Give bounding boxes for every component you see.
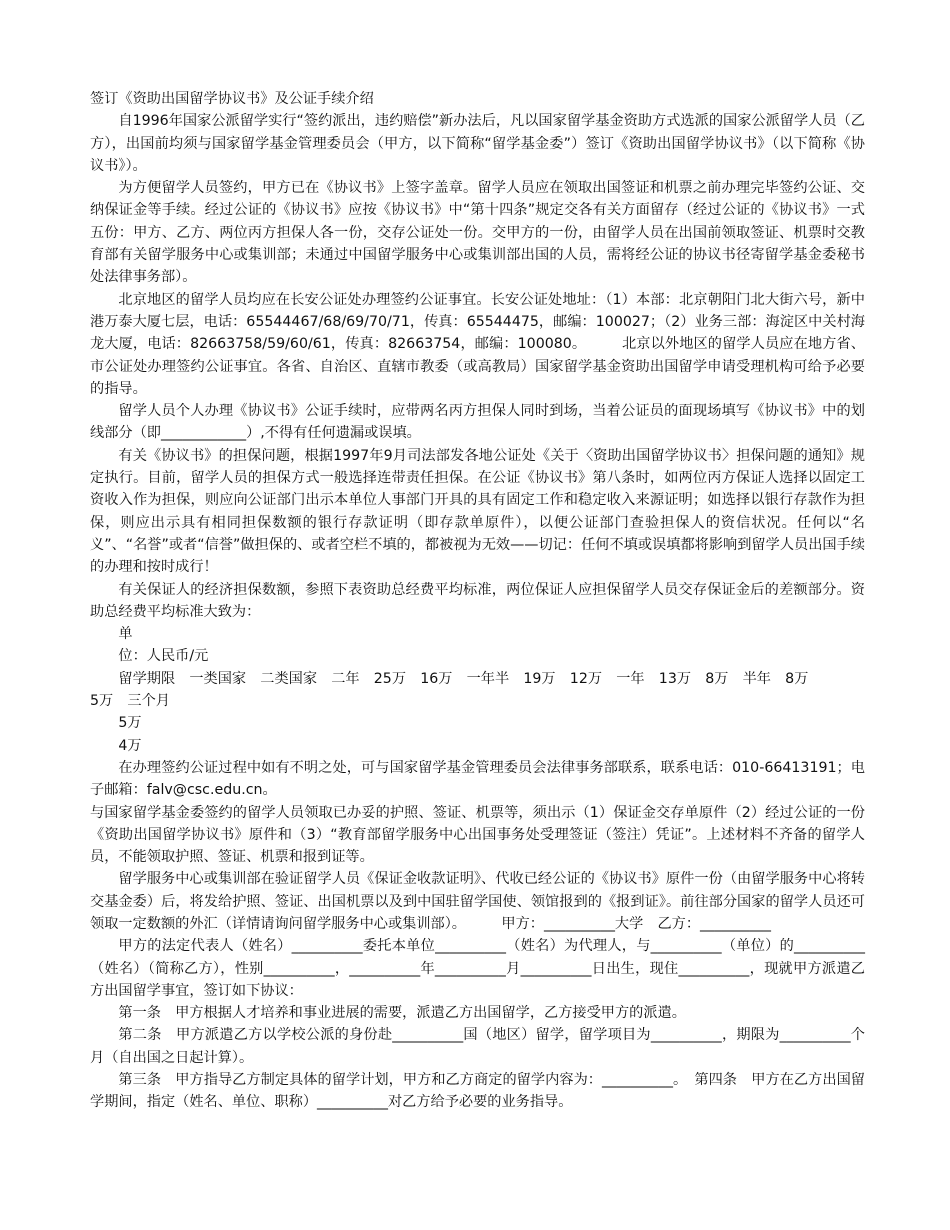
article-3-4: 第三条 甲方指导乙方制定具体的留学计划，甲方和乙方商定的留学内容为：__________。 第四条 甲方在乙方出国留学期间，指定（姓名、单位、职称）__________对乙方给予必要的业务指导。 bbox=[90, 1072, 865, 1111]
paragraph-contact: 在办理签约公证过程中如有不明之处，可与国家留学基金管理委员会法律事务部联系，联系电话：010-66413191；电子邮箱：falv@csc.edu.cn。 bbox=[90, 759, 865, 799]
paragraph-guarantee-method: 有关《协议书》的担保问题，根据1997年9月司法部发各地公证处《关于〈资助出国留学协议书〉担保问题的通知》规定执行。目前，留学人员的担保方式一般选择连带责任担保。在公证《协议书》第八条时，如两位丙方保证人选择以固定工资收入作为担保，则应向公证部门出示本单位人事部门开具的具有固定工作和稳定收入来源证明；如选择以银行存款作为担保，则应出示具有相同担保数额的银行存款证明（即存款单原件），以便公证部门查验担保人的资信状况。任何以“名义”、“名誉”或者“信誉”做担保的、或者空栏不填的，都被视为无效——切记：任何不填或误填都将影响到留学人员出国手续的办理和按时成行！ bbox=[90, 447, 865, 576]
funding-table-line-2: 5万 三个月 bbox=[90, 693, 170, 710]
paragraph-notary-address: 北京地区的留学人员均应在长安公证处办理签约公证事宜。长安公证处地址：（1）本部：北京朝阳门北大街六号，新中港万泰大厦七层，电话：65544467/68/69/70/71，传真：65544475，邮编：100027；（2）业务三部：海淀区中关村海龙大厦，电话：82663758/59/60/61，传真：82663754，邮编：100080。 北京以外地区的留学人员应在地方省、市公证处办理签约公证事宜。各省、自治区、直辖市教委（或高教局）国家留学基金资助出国留学申请受理机构可给予必要的指导。 bbox=[90, 291, 865, 397]
paragraph-agreement-parties: 甲方的法定代表人（姓名）__________委托本单位__________（姓名）为代理人，与__________（单位）的__________（姓名）（简称乙方），性别__________，__________年__________月__________日出生，现住__________，现就甲方派遣乙方出国留学事宜，签订如下协议： bbox=[90, 938, 865, 999]
funding-table-line-3: 5万 bbox=[118, 715, 142, 732]
paragraph-guarantee-amount: 有关保证人的经济担保数额，参照下表资助总经费平均标准，两位保证人应担保留学人员交存保证金后的差额部分。资助总经费平均标准大致为： bbox=[90, 581, 865, 620]
paragraph-service-center: 留学服务中心或集训部在验证留学人员《保证金收款证明》、代收已经公证的《协议书》原件一份（由留学服务中心将转交基金委）后，将发给护照、签证、出国机票以及到中国驻留学国使、领馆报到的《报到证》。前往部分国家的留学人员还可领取一定数额的外汇（详情请询问留学服务中心或集训部）。 甲方：__________大学 乙方：__________ bbox=[90, 871, 865, 932]
funding-table-line-1: 留学期限 一类国家 二类国家 二年 25万 16万 一年半 19万 12万 一年 13万 8万 半年 8万 bbox=[118, 670, 809, 687]
paragraph-document-pickup: 与国家留学基金委签约的留学人员领取已办妥的护照、签证、机票等，须出示（1）保证金交存单原件（2）经过公证的一份《资助出国留学协议书》原件和（3）“教育部留学服务中心出国事务处受理签证（签注）凭证”。上述材料不齐备的留学人员，不能领取护照、签证、机票和报到证等。 bbox=[90, 804, 865, 866]
document-page bbox=[90, 88, 865, 1114]
paragraph-signing: 为方便留学人员签约，甲方已在《协议书》上签字盖章。留学人员应在领取出国签证和机票之前办理完毕签约公证、交纳保证金等手续。经过公证的《协议书》应按《协议书》中“第十四条”规定交各有关方面留存（经过公证的《协议书》一式五份：甲方、乙方、两位丙方担保人各一份，交存公证处一份。交甲方的一份，由留学人员在出国前领取签证、机票时交教育部有关留学服务中心或集训部；未通过中国留学服务中心或集训部出国的人员，需将经公证的协议书径寄留学基金委秘书处法律事务部）。 bbox=[90, 180, 865, 286]
unit-label-line-1: 单 bbox=[118, 626, 133, 643]
article-2: 第二条 甲方派遣乙方以学校公派的身份赴__________国（地区）留学，留学项目为__________，期限为__________个月（自出国之日起计算）。 bbox=[90, 1027, 865, 1066]
article-1: 第一条 甲方根据人才培养和事业进展的需要，派遣乙方出国留学，乙方接受甲方的派遣。 bbox=[118, 1005, 686, 1022]
document-title: 签订《资助出国留学协议书》及公证手续介绍 bbox=[90, 91, 374, 107]
paragraph-intro: 自1996年国家公派留学实行“签约派出，违约赔偿”新办法后，凡以国家留学基金资助方式选派的国家公派留学人员（乙方），出国前均须与国家留学基金管理委员会（甲方，以下简称“留学基金委”）签订《资助出国留学协议书》（以下简称《协议书》）。 bbox=[90, 113, 865, 174]
unit-label-line-2: 位：人民币/元 bbox=[118, 648, 209, 665]
paragraph-guarantor-presence: 留学人员个人办理《协议书》公证手续时，应带两名丙方担保人同时到场，当着公证员的面现场填写《协议书》中的划线部分（即____________）,不得有任何遗漏或误填。 bbox=[90, 403, 865, 442]
funding-table-line-4: 4万 bbox=[118, 737, 142, 754]
